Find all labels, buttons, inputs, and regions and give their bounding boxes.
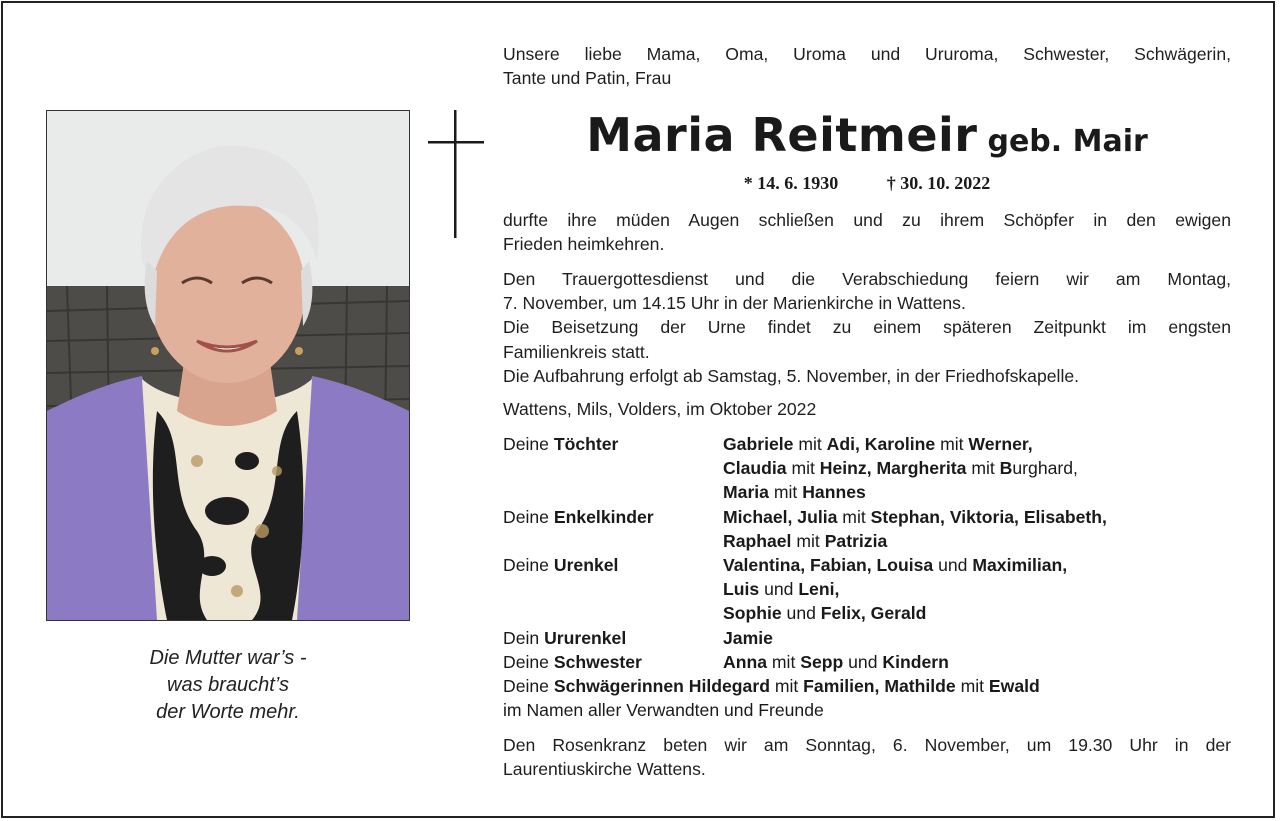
- full-name: Maria Reitmeir: [586, 108, 978, 162]
- service-line-1: Den Trauergottesdienst und die Verabschiedung feiern wir am Montag,: [503, 269, 1231, 289]
- life-dates: [503, 173, 1231, 194]
- memorial-quote: [46, 645, 410, 726]
- service-line-2: 7. November, um 14.15 Uhr in der Marienkirche in Wattens.: [503, 293, 966, 314]
- rosary-line-2: Laurentiuskirche Wattens.: [503, 759, 706, 780]
- intro-text: [503, 42, 1231, 90]
- rosary-text: [503, 733, 1231, 781]
- birth-name: geb. Mair: [987, 124, 1148, 159]
- service-line-3: Die Beisetzung der Urne findet zu einem späteren Zeitpunkt im engsten: [503, 317, 1231, 338]
- label-enkelkinder: Enkelkinder: [553, 506, 654, 527]
- cross-icon: [428, 110, 484, 238]
- family-row-urenkel-3: Sophie und Felix, Gerald: [723, 603, 927, 624]
- family-row-enkel-2: Raphael mit Patrizia: [723, 530, 888, 551]
- family-row-schwaegerinnen: Deine Schwägerinnen Hildegard mit Familien, Mathilde mit Ewald: [503, 676, 1040, 697]
- service-line-4: Familienkreis statt.: [503, 341, 650, 362]
- family-row-toechter: Deine Töchter Gabriele mit Adi, Karoline mit Werner,: [503, 434, 1033, 454]
- quote-line-2: was braucht’s: [167, 674, 289, 696]
- family-row-schwester: Deine Schwester Anna mit Sepp und Kindern: [503, 651, 949, 672]
- place-date: [503, 397, 1231, 421]
- family-row-toechter-2: Claudia mit Heinz, Margherita mit Burghard,: [723, 458, 1078, 479]
- quote-line-1: Die Mutter war’s -: [149, 647, 307, 669]
- death-date: † 30. 10. 2022: [886, 173, 991, 193]
- label-toechter: Töchter: [553, 434, 619, 454]
- family-row-urenkel-2: Luis und Leni,: [723, 579, 840, 600]
- family-closing: im Namen aller Verwandten und Freunde: [503, 700, 824, 721]
- deceased-name: [503, 108, 1231, 162]
- family-row-urenkel: Deine Urenkel Valentina, Fabian, Louisa und Maximilian,: [503, 555, 1068, 576]
- family-row-toechter-3: Maria mit Hannes: [723, 482, 866, 503]
- place-date-line: Wattens, Mils, Volders, im Oktober 2022: [503, 399, 817, 419]
- family-row-enkel: Deine Enkelkinder Michael, Julia mit Stephan, Viktoria, Elisabeth,: [503, 506, 1107, 527]
- portrait-photo: [46, 110, 410, 621]
- family-row-ururenkel: Dein Ururenkel Jamie: [503, 627, 773, 648]
- label-urenkel: Urenkel: [553, 555, 619, 576]
- service-text: [503, 267, 1231, 388]
- family-list: [503, 432, 1243, 722]
- passing-line-1: durfte ihre müden Augen schließen und zu ihrem Schöpfer in den ewigen: [503, 210, 1231, 230]
- passing-text: [503, 208, 1231, 256]
- quote-line-3: der Worte mehr.: [156, 701, 300, 723]
- intro-line-2: Tante und Patin, Frau: [503, 68, 672, 89]
- intro-line-1: Unsere liebe Mama, Oma, Uroma und Ururoma, Schwester, Schwägerin,: [503, 44, 1231, 64]
- label-schwester: Schwester: [553, 651, 642, 672]
- label-ururenkel: Ururenkel: [544, 627, 627, 648]
- rosary-line-1: Den Rosenkranz beten wir am Sonntag, 6. November, um 19.30 Uhr in der: [503, 735, 1231, 755]
- passing-line-2: Frieden heimkehren.: [503, 234, 665, 255]
- label-schwaegerinnen: Schwägerinnen: [553, 676, 684, 697]
- birth-date: * 14. 6. 1930: [743, 173, 839, 193]
- service-line-5: Die Aufbahrung erfolgt ab Samstag, 5. November, in der Friedhofskapelle.: [503, 365, 1080, 386]
